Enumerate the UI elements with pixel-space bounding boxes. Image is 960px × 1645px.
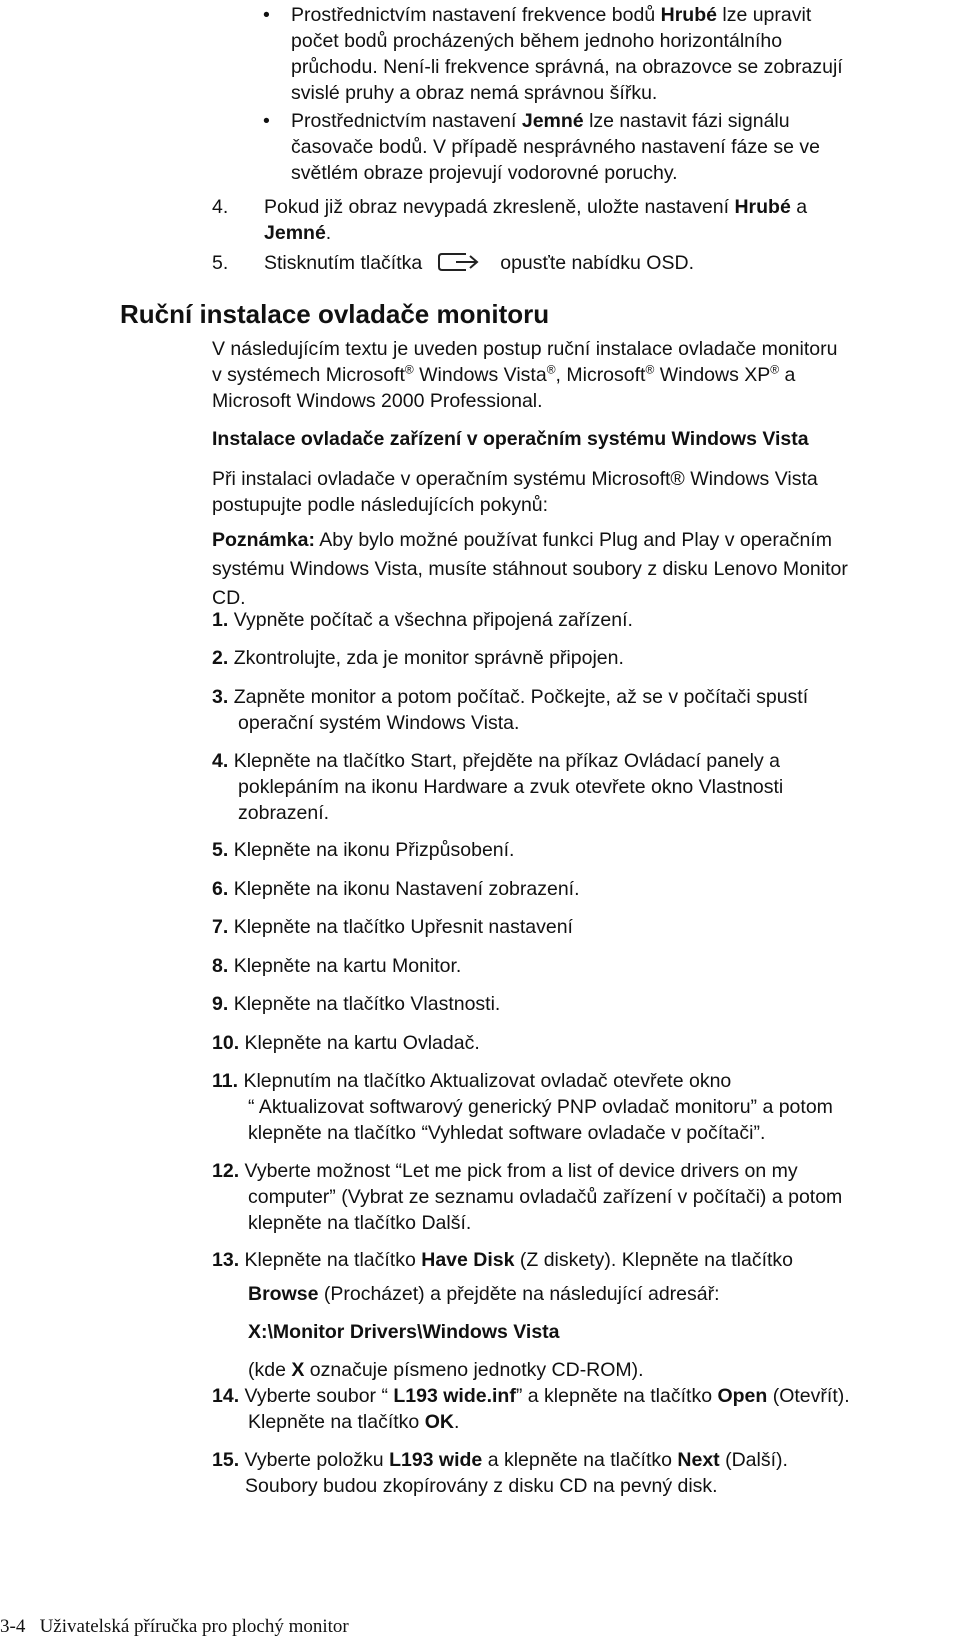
- osd-step-5: Stisknutím tlačítka opusťte nabídku OSD.: [264, 252, 694, 274]
- list-item-select-file: 14. Vyberte soubor “ L193 wide.inf” a klepněte na tlačítko Open (Otevřít). Klepněte na tlačítko OK.: [212, 1385, 850, 1433]
- subsection-title: Instalace ovladače zařízení v operačním systému Windows Vista: [212, 428, 809, 450]
- bullet-dot: •: [263, 110, 270, 132]
- list-item: 8. Klepněte na kartu Monitor.: [212, 955, 462, 977]
- list-item-have-disk: 13. Klepněte na tlačítko Have Disk (Z diskety). Klepněte na tlačítko Browse (Procházet) a přejděte na následující adresář: X:\Monitor Drivers\Windows Vista (kde X označuje písmeno jednotky CD-ROM).: [212, 1249, 794, 1381]
- page-number: 3-4: [0, 1616, 26, 1637]
- bullet-item: Prostřednictvím nastavení frekvence bodů Hrubé lze upravit počet bodů procházených během jednoho horizontálního průchodu. Není-li frekvence správná, na obrazovce se zobrazují svislé pruhy a obraz nemá správnou šířku.: [291, 4, 843, 104]
- note-label: Poznámka: [212, 529, 309, 551]
- section-title: Ruční instalace ovladače monitoru: [120, 299, 550, 329]
- note-paragraph: Poznámka: Aby bylo možné používat funkci Plug and Play v operačním systému Windows Vista, musíte stáhnout soubory z disku Lenovo Monitor CD.: [212, 529, 848, 609]
- step-number: 4.: [212, 196, 229, 218]
- list-item: 9. Klepněte na tlačítko Vlastnosti.: [212, 993, 501, 1015]
- list-item: 6. Klepněte na ikonu Nastavení zobrazení.: [212, 878, 580, 900]
- list-item: 3. Zapněte monitor a potom počítač. Počkejte, až se v počítači spustí operační systém Windows Vista.: [212, 686, 809, 734]
- list-item: 2. Zkontrolujte, zda je monitor správně připojen.: [212, 647, 624, 669]
- driver-path: X:\Monitor Drivers\Windows Vista: [248, 1321, 560, 1343]
- footer-title: Uživatelská příručka pro plochý monitor: [39, 1616, 349, 1637]
- page-footer: [0, 1614, 349, 1640]
- bullet-item: Prostřednictvím nastavení Jemné lze nastavit fázi signálu časovače bodů. V případě nesprávného nastavení fáze se ve světlém obraze projevují vodorovné poruchy.: [291, 110, 821, 184]
- list-item: 12. Vyberte možnost “Let me pick from a list of device drivers on my computer” (Vybrat ze seznamu ovladačů zařízení v počítači) a potom klepněte na tlačítko Další.: [212, 1160, 843, 1234]
- list-item: 10. Klepněte na kartu Ovladač.: [212, 1032, 480, 1054]
- bullet-dot: •: [263, 4, 270, 26]
- list-item-select-model: 15. Vyberte položku L193 wide a klepněte na tlačítko Next (Další). Soubory budou zkopírovány z disku CD na pevný disk.: [212, 1449, 788, 1497]
- list-item: 11. Klepnutím na tlačítko Aktualizovat ovladač otevřete okno “ Aktualizovat softwarový generický PNP ovladač monitoru” a potom klepněte na tlačítko “Vyhledat software ovladače v počítači”.: [212, 1070, 833, 1144]
- list-item: 5. Klepněte na ikonu Přizpůsobení.: [212, 839, 515, 861]
- intro-paragraph: V následujícím textu je uveden postup ruční instalace ovladače monitoru v systémech Microsoft® Windows Vista®, Microsoft® Windows XP® a Microsoft Windows 2000 Professional.: [212, 338, 838, 412]
- install-paragraph: Při instalaci ovladače v operačním systému Microsoft® Windows Vista postupujte podle následujících pokynů:: [212, 468, 818, 516]
- exit-arrow-icon: [436, 251, 486, 273]
- list-item: 7. Klepněte na tlačítko Upřesnit nastavení: [212, 916, 573, 938]
- osd-step-4: Pokud již obraz nevypadá zkresleně, uložte nastavení Hrubé a Jemné.: [264, 196, 808, 244]
- step-number: 5.: [212, 252, 229, 274]
- list-item: 4. Klepněte na tlačítko Start, přejděte na příkaz Ovládací panely a poklepáním na ikonu Hardware a zvuk otevřete okno Vlastnosti zobrazení.: [212, 750, 784, 824]
- list-item: 1. Vypněte počítač a všechna připojená zařízení.: [212, 609, 633, 631]
